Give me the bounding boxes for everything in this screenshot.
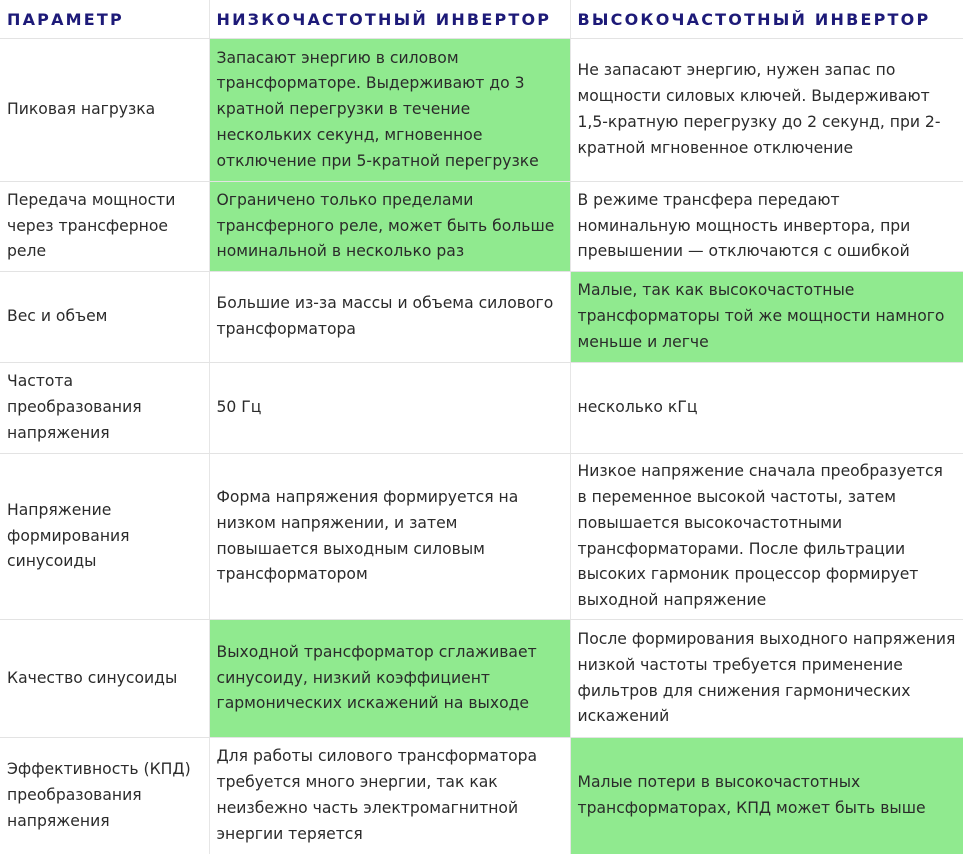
param-cell: Частота преобразования напряжения (0, 363, 209, 454)
header-parameter: ПАРАМЕТР (0, 0, 209, 39)
low-frequency-cell: Запасают энергию в силовом трансформаторе. Выдерживают до 3 кратной перегрузки в течение нескольких секунд, мгновенное отключение при 5-кратной перегрузке (209, 39, 570, 182)
low-frequency-cell: Форма напряжения формируется на низком напряжении, и затем повышается выходным силовым трансформатором (209, 454, 570, 620)
high-frequency-cell: Не запасают энергию, нужен запас по мощности силовых ключей. Выдерживают 1,5-кратную перегрузку до 2 секунд, при 2-кратной мгновенное отключение (570, 39, 963, 182)
param-cell: Вес и объем (0, 272, 209, 363)
high-frequency-cell: После формирования выходного напряжения низкой частоты требуется применение фильтров для снижения гармонических искажений (570, 620, 963, 738)
header-low-frequency: НИЗКОЧАСТОТНЫЙ ИНВЕРТОР (209, 0, 570, 39)
table-row (0, 272, 963, 363)
low-frequency-cell: Для работы силового трансформатора требуется много энергии, так как неизбежно часть электромагнитной энергии теряется (209, 738, 570, 854)
param-cell: Качество синусоиды (0, 620, 209, 738)
param-cell: Напряжение формирования синусоиды (0, 454, 209, 620)
param-cell: Пиковая нагрузка (0, 39, 209, 182)
param-cell: Эффективность (КПД) преобразования напряжения (7, 760, 191, 830)
low-frequency-cell: Большие из-за массы и объема силового трансформатора (209, 272, 570, 363)
table-row (0, 39, 963, 182)
table-row (0, 620, 963, 738)
low-frequency-cell: Ограничено только пределами трансферного реле, может быть больше номинальной в несколько раз (209, 182, 570, 272)
table-row (0, 182, 963, 272)
param-cell: Передача мощности через трансферное реле (0, 182, 209, 272)
low-frequency-cell: Выходной трансформатор сглаживает синусоиду, низкий коэффициент гармонических искажений на выходе (209, 620, 570, 738)
table-header-row (0, 0, 963, 39)
table-row (0, 454, 963, 620)
table-row (0, 363, 963, 454)
high-frequency-cell: В режиме трансфера передают номинальную мощность инвертора, при превышении — отключаются с ошибкой (570, 182, 963, 272)
high-frequency-cell: Малые, так как высокочастотные трансформаторы той же мощности намного меньше и легче (570, 272, 963, 363)
high-frequency-cell: несколько кГц (570, 363, 963, 454)
high-frequency-cell: Малые потери в высокочастотных трансформаторах, КПД может быть выше (570, 738, 963, 854)
low-frequency-cell: 50 Гц (209, 363, 570, 454)
table-row (0, 738, 963, 854)
high-frequency-cell: Низкое напряжение сначала преобразуется в переменное высокой частоты, затем повышается высокочастотными трансформаторами. После фильтрации высоких гармоник процессор формирует выходной напряжение (570, 454, 963, 620)
header-high-frequency: ВЫСОКОЧАСТОТНЫЙ ИНВЕРТОР (570, 0, 963, 39)
